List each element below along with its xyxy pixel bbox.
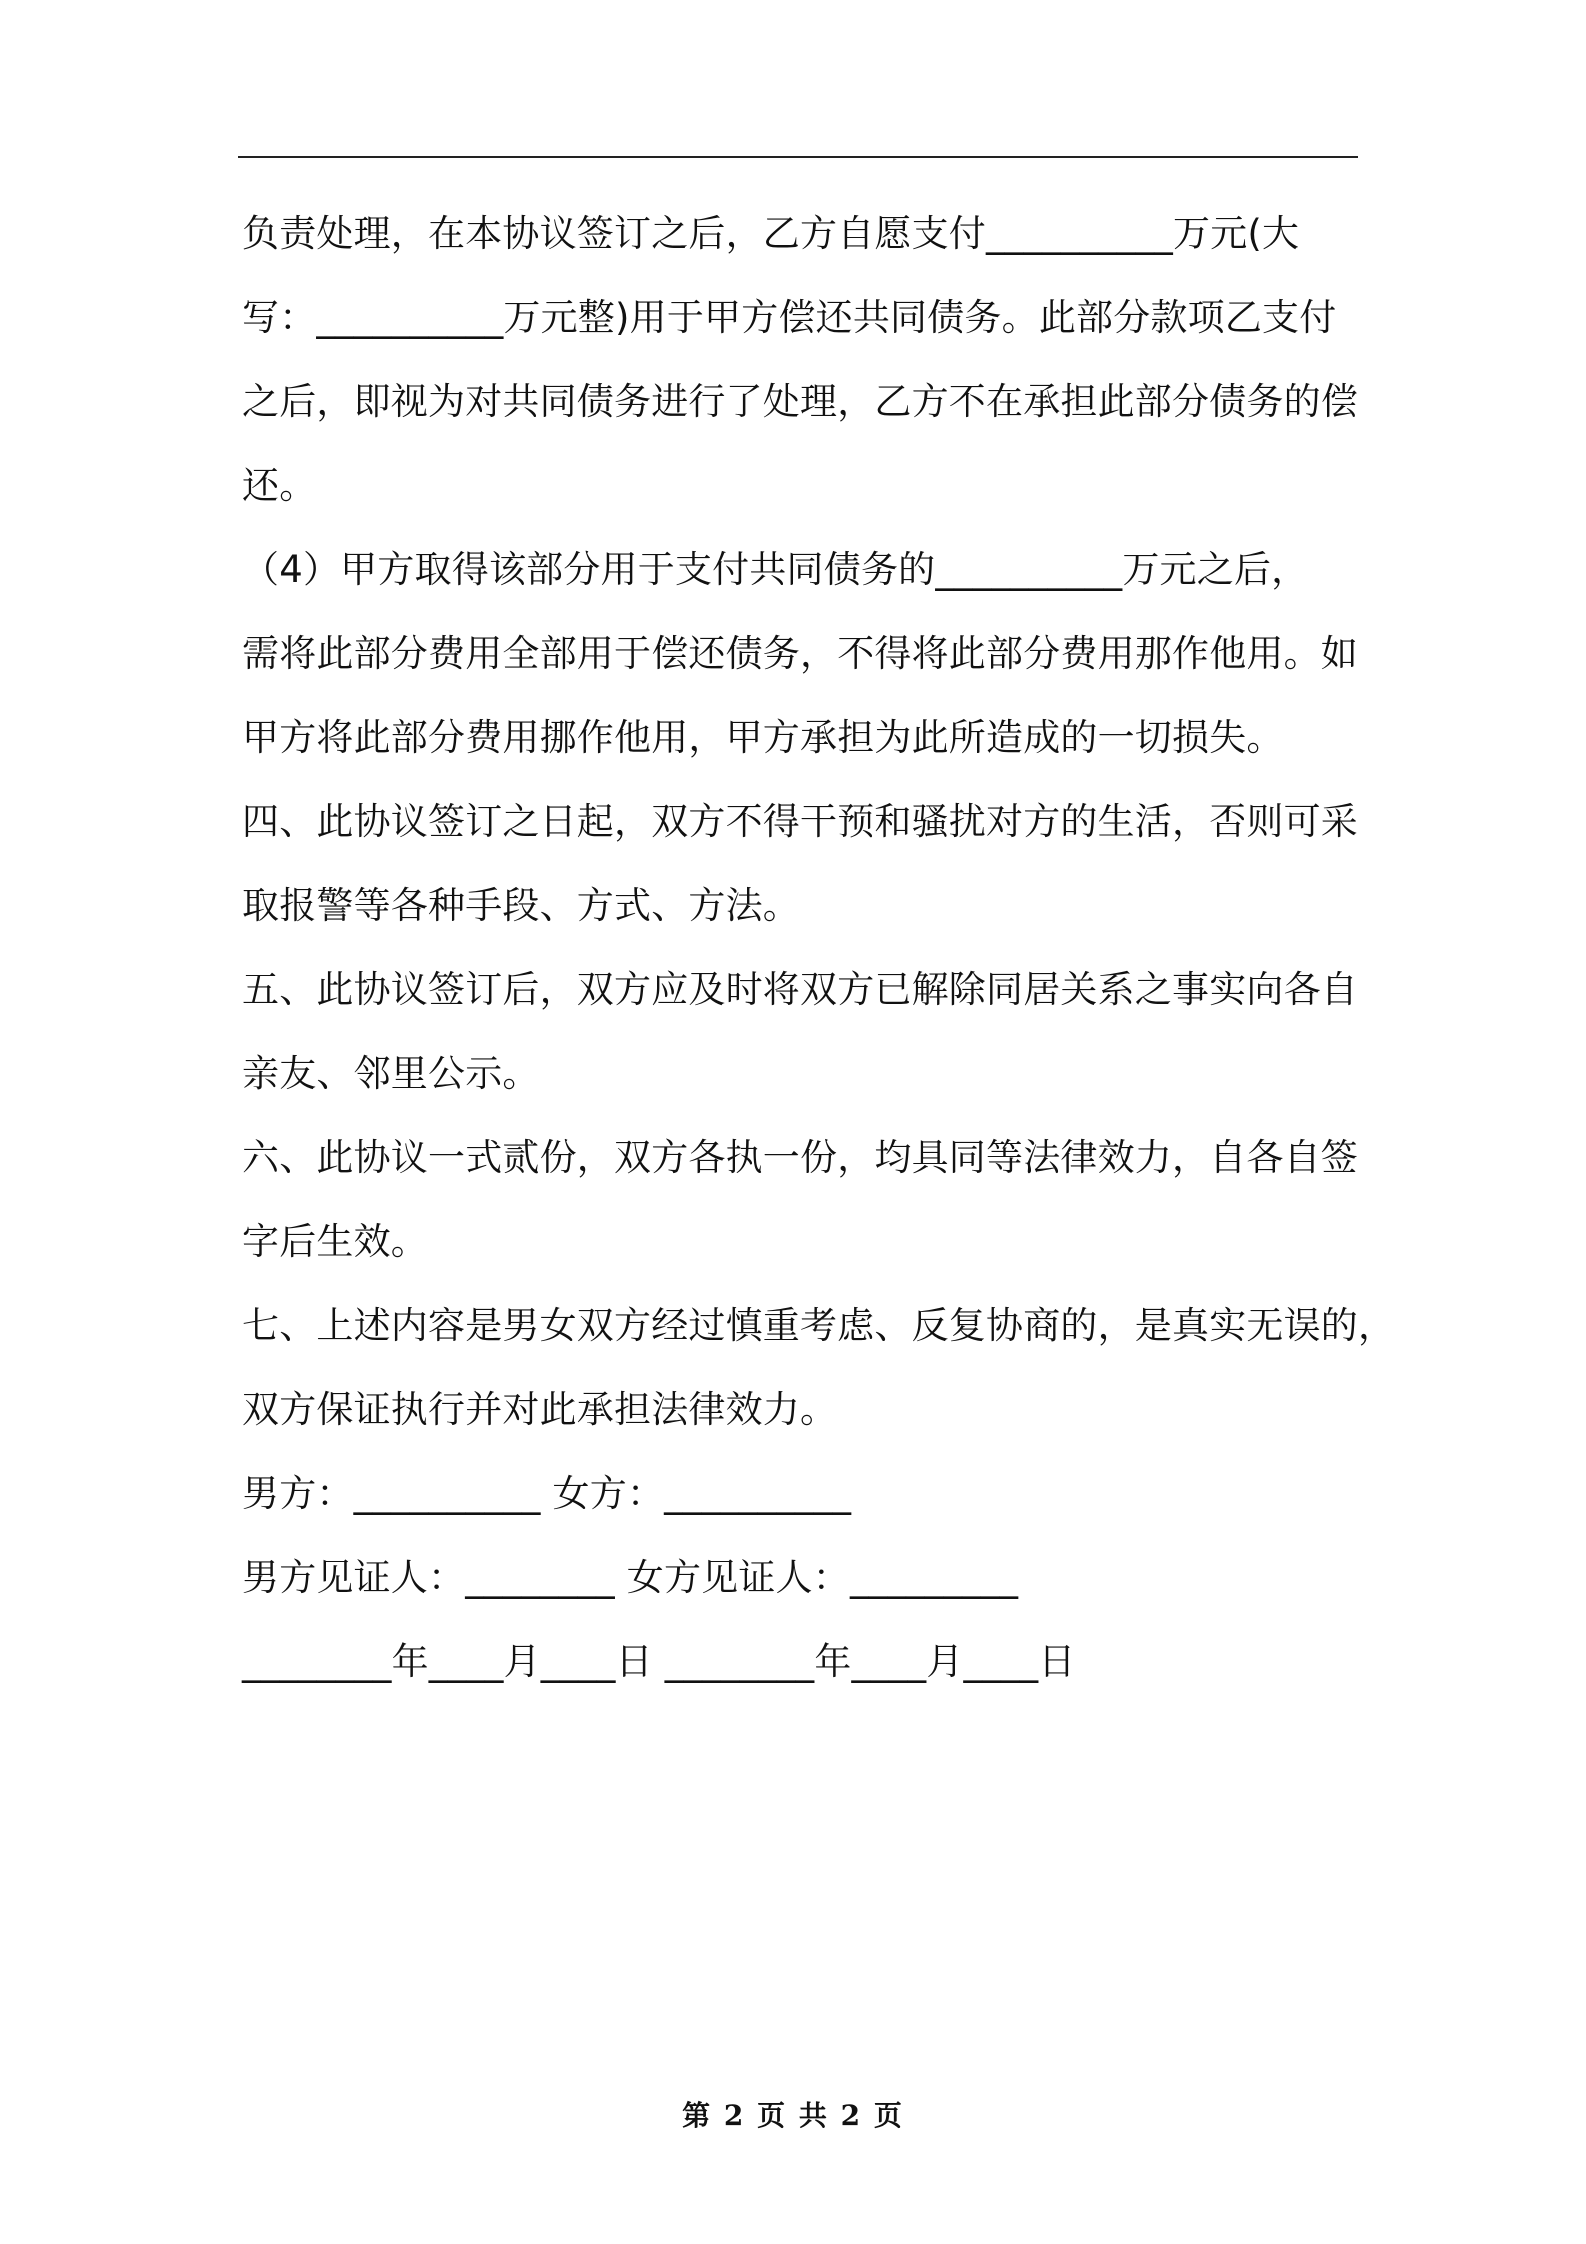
document-body [242, 192, 1396, 1704]
page-number: 第 2 页 共 2 页 [682, 2099, 904, 2132]
clause-six-line: 字后生效。 [242, 1220, 428, 1263]
paragraph-line: 甲方将此部分费用挪作他用，甲方承担为此所造成的一切损失。 [242, 716, 1284, 759]
clause-seven-line: 七、上述内容是男女双方经过慎重考虑、反复协商的，是真实无误的， [242, 1304, 1396, 1347]
clause-six-line: 六、此协议一式贰份，双方各执一份，均具同等法律效力，自各自签 [242, 1136, 1358, 1179]
paragraph-line: （4）甲方取得该部分用于支付共同债务的__________万元之后， [242, 548, 1309, 591]
clause-seven-line: 双方保证执行并对此承担法律效力。 [242, 1388, 838, 1431]
signature-line-witnesses: 男方见证人：________ 女方见证人：_________ [242, 1556, 1019, 1599]
paragraph-line: 还。 [242, 464, 317, 507]
header-rule [238, 156, 1358, 158]
clause-five-line: 五、此协议签订后，双方应及时将双方已解除同居关系之事实向各自 [242, 968, 1358, 1011]
signature-line-dates: ________年____月____日 ________年____月____日 [242, 1640, 1076, 1683]
clause-four-line: 取报警等各种手段、方式、方法。 [242, 884, 800, 927]
paragraph-line: 需将此部分费用全部用于偿还债务，不得将此部分费用那作他用。如 [242, 632, 1358, 675]
paragraph-line: 写：__________万元整)用于甲方偿还共同债务。此部分款项乙支付 [242, 296, 1337, 339]
clause-five-line: 亲友、邻里公示。 [242, 1052, 540, 1095]
clause-four-line: 四、此协议签订之日起，双方不得干预和骚扰对方的生活，否则可采 [242, 800, 1358, 843]
paragraph-line: 之后，即视为对共同债务进行了处理，乙方不在承担此部分债务的偿 [242, 380, 1358, 423]
signature-line-parties: 男方：__________ 女方：__________ [242, 1472, 852, 1515]
paragraph-line: 负责处理，在本协议签订之后，乙方自愿支付__________万元(大 [242, 212, 1300, 255]
